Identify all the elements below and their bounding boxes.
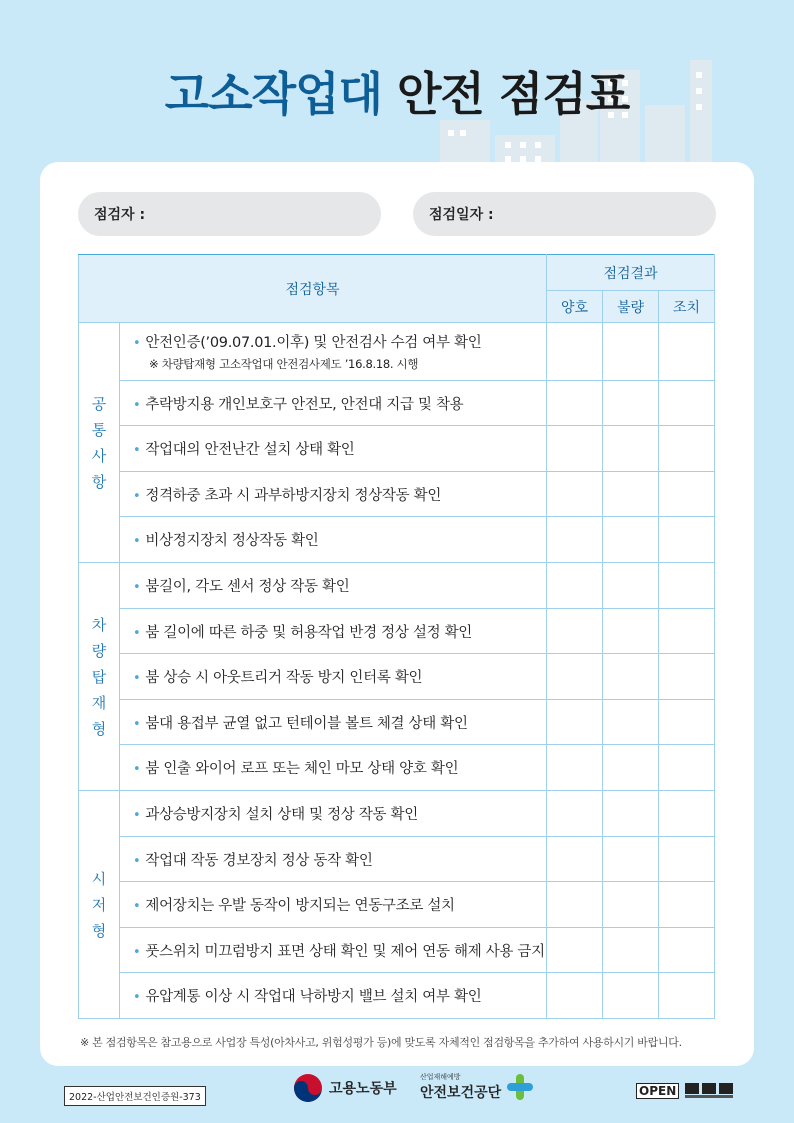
header-action: 조치 [659,291,715,323]
inspection-date-field[interactable] [413,192,716,236]
result-cell-action[interactable] [659,791,715,837]
result-cell-bad[interactable] [603,973,659,1019]
result-cell-good[interactable] [547,426,603,472]
bullet-icon: • [133,990,141,1005]
bullet-icon: • [133,899,141,914]
result-cell-action[interactable] [659,745,715,791]
result-cell-good[interactable] [547,323,603,381]
result-cell-good[interactable] [547,837,603,882]
table-row [79,882,715,928]
check-item-text: 작업대의 안전난간 설치 상태 확인 [145,442,355,458]
check-item [120,654,547,700]
bullet-icon: • [133,336,141,351]
table-row [79,472,715,517]
publication-code: 2022-산업안전보건인증원-373 [64,1086,206,1106]
inspector-field[interactable] [78,192,381,236]
table-row [79,973,715,1019]
bullet-icon: • [133,716,141,732]
table-row [79,517,715,563]
result-cell-good[interactable] [547,882,603,928]
result-cell-action[interactable] [659,654,715,700]
table-row [79,791,715,837]
inspection-date-label: 점검일자 : [429,207,494,223]
footnote: ※ 본 점검항목은 참고용으로 사업장 특성(아차사고, 위험성평가 등)에 맞도록 자체적인 점검항목을 추가하여 사용하시기 바랍니다. [80,1036,682,1049]
check-item-text: 붐 인출 와이어 로프 또는 체인 마모 상태 양호 확인 [145,761,459,777]
table-row [79,563,715,609]
category-label: 차 량 탑 재 형 [79,563,120,791]
table-row [79,928,715,973]
header-good: 양호 [547,291,603,323]
result-cell-bad[interactable] [603,517,659,563]
result-cell-good[interactable] [547,700,603,745]
open-license-label: OPEN [636,1083,679,1099]
ministry-name: 고용노동부 [329,1081,397,1097]
result-cell-good[interactable] [547,973,603,1019]
check-item [120,745,547,791]
result-cell-action[interactable] [659,700,715,745]
bullet-icon: • [133,808,141,823]
result-cell-good[interactable] [547,563,603,609]
ministry-logo [293,1073,397,1103]
header-bad: 불량 [603,291,659,323]
agency-name: 안전보건공단 [420,1085,502,1101]
result-cell-bad[interactable] [603,563,659,609]
result-cell-action[interactable] [659,472,715,517]
bullet-icon: • [133,853,141,869]
result-cell-good[interactable] [547,791,603,837]
checklist-body [79,323,715,1019]
result-cell-bad[interactable] [603,700,659,745]
result-cell-action[interactable] [659,973,715,1019]
check-item-text: 유압계통 이상 시 작업대 낙하방지 밸브 설치 여부 확인 [145,989,482,1005]
inspector-label: 점검자 : [94,207,146,223]
result-cell-bad[interactable] [603,426,659,472]
check-item [120,381,547,426]
check-item [120,472,547,517]
result-cell-action[interactable] [659,609,715,654]
bullet-icon: • [133,397,141,413]
check-item [120,517,547,563]
result-cell-action[interactable] [659,837,715,882]
result-cell-good[interactable] [547,654,603,700]
table-row [79,700,715,745]
result-cell-action[interactable] [659,517,715,563]
result-cell-good[interactable] [547,517,603,563]
check-item-text: 작업대 작동 경보장치 정상 동작 확인 [145,852,373,869]
bullet-icon: • [133,671,141,686]
check-item [120,323,547,381]
title-accent: 고소작업대 [164,67,382,121]
title-rest: 안전 점검표 [381,67,630,121]
check-item-text: 과상승방지장치 설치 상태 및 정상 작동 확인 [145,807,418,823]
check-item [120,928,547,973]
result-cell-bad[interactable] [603,323,659,381]
result-cell-good[interactable] [547,381,603,426]
check-item-text: 추락방지용 개인보호구 안전모, 안전대 지급 및 착용 [145,396,464,413]
table-row [79,426,715,472]
bullet-icon: • [133,762,141,777]
check-item-text: 안전인증(’09.07.01.이후) 및 안전검사 수검 여부 확인 [145,335,482,351]
agency-logo [420,1072,535,1102]
green-cross-icon [505,1072,535,1102]
result-cell-action[interactable] [659,323,715,381]
agency-subtitle: 산업재해예방 [420,1073,461,1081]
check-item-text: 붐대 용접부 균열 없고 턴테이블 볼트 체결 상태 확인 [145,715,468,732]
check-item [120,700,547,745]
result-cell-action[interactable] [659,426,715,472]
check-item [120,837,547,882]
check-item [120,563,547,609]
bullet-icon: • [133,625,141,641]
license-type-icons [684,1082,736,1100]
check-item [120,791,547,837]
table-row [79,323,715,381]
check-item-text: 제어장치는 우발 동작이 방지되는 연동구조로 설치 [145,898,455,914]
result-cell-action[interactable] [659,882,715,928]
bullet-icon: • [133,944,141,960]
check-item-text: 붐 길이에 따른 하중 및 허용작업 반경 정상 설정 확인 [145,624,473,641]
page-title [0,64,794,124]
checklist-table [78,254,715,1019]
result-cell-bad[interactable] [603,654,659,700]
bullet-icon: • [133,580,141,595]
result-cell-bad[interactable] [603,609,659,654]
result-cell-good[interactable] [547,928,603,973]
table-row [79,381,715,426]
check-item [120,882,547,928]
category-label: 시 저 형 [79,791,120,1019]
check-item-text: 풋스위치 미끄럼방지 표면 상태 확인 및 제어 연동 해제 사용 금지 [145,943,545,960]
check-item [120,609,547,654]
result-cell-good[interactable] [547,472,603,517]
header-check-item: 점검항목 [79,255,547,323]
check-item-text: 비상정지장치 정상작동 확인 [145,533,319,549]
result-cell-good[interactable] [547,745,603,791]
open-license-badge [636,1080,736,1100]
result-cell-bad[interactable] [603,381,659,426]
check-item-text: 붐 상승 시 아웃트리거 작동 방지 인터록 확인 [145,670,423,686]
table-row [79,654,715,700]
bullet-icon: • [133,534,141,549]
check-item-note: ※ 차량탑재형 고소작업대 안전검사제도 ’16.8.18. 시행 [149,357,419,371]
result-cell-bad[interactable] [603,472,659,517]
check-item-text: 정격하중 초과 시 과부하방지장치 정상작동 확인 [145,487,442,504]
header-check-result: 점검결과 [547,255,715,291]
check-item [120,973,547,1019]
bullet-icon: • [133,488,141,504]
result-cell-bad[interactable] [603,882,659,928]
result-cell-action[interactable] [659,928,715,973]
result-cell-good[interactable] [547,609,603,654]
table-row [79,837,715,882]
table-row [79,745,715,791]
result-cell-bad[interactable] [603,928,659,973]
checklist-card [40,162,754,1066]
result-cell-bad[interactable] [603,791,659,837]
table-row [79,609,715,654]
taegeuk-emblem-icon [293,1073,323,1103]
result-cell-action[interactable] [659,381,715,426]
category-label: 공 통 사 항 [79,323,120,563]
bullet-icon: • [133,443,141,458]
result-cell-action[interactable] [659,563,715,609]
check-item-text: 붐길이, 각도 센서 정상 작동 확인 [145,579,350,595]
result-cell-bad[interactable] [603,837,659,882]
result-cell-bad[interactable] [603,745,659,791]
check-item [120,426,547,472]
